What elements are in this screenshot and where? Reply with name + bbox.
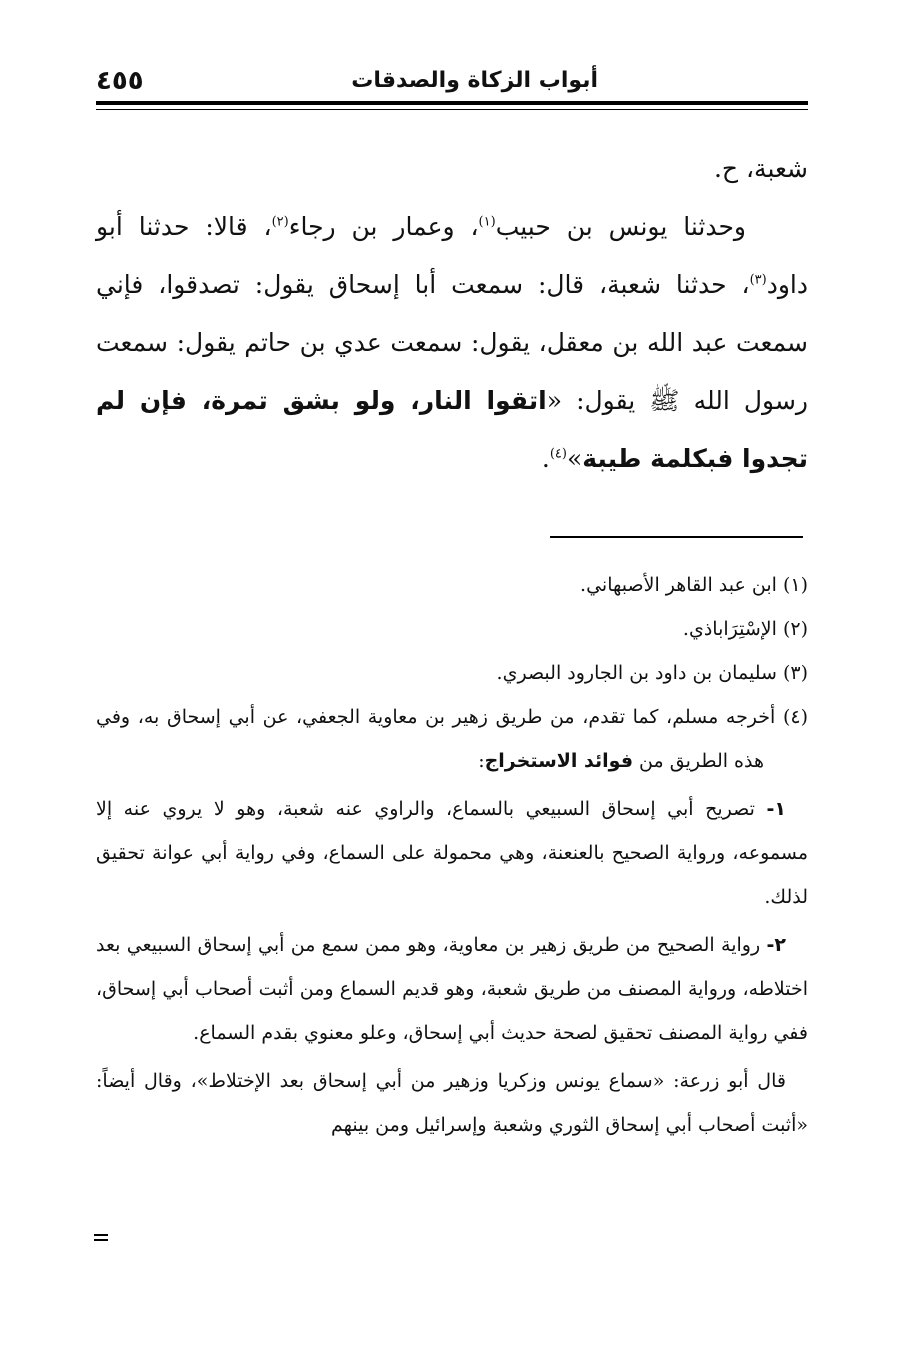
page-number: ٤٥٥ <box>96 66 144 96</box>
benefit-item-1 <box>96 787 808 919</box>
footnote-1: (١) ابن عبد القاهر الأصبهاني. <box>580 574 808 596</box>
header-rule-thin <box>96 109 808 110</box>
text-run: وحدثنا يونس بن حبيب <box>495 212 746 241</box>
footnote-ref: (٤) <box>549 446 567 462</box>
item-number: ٢- <box>766 934 786 956</box>
text-line: شعبة، ح. <box>713 154 808 183</box>
text-run: (٤) أخرجه مسلم، كما تقدم، من طريق زهير بن معاوية الجعفي، عن أبي إسحاق به، وفي هذه الطريق من <box>96 706 808 772</box>
footnote-separator <box>550 536 803 538</box>
text-run: رواية الصحيح من طريق زهير بن معاوية، وهو ممن سمع من أبي إسحاق السبيعي بعد اختلاطه، ورواية المصنف من طريق شعبة، وهو قديم السماع ومن أثبت أصحاب أبي إسحاق، ففي رواية المصنف تحقيق لصحة حديث أبي إسحاق، وعلو معنوي بقدم السماع. <box>96 934 808 1044</box>
footnote-ref: (١) <box>478 214 496 230</box>
hadith-text: اتقوا النار، ولو بشق تمرة، فإن لم تجدوا فبكلمة طيبة <box>96 386 808 473</box>
footnote-ref: (٣) <box>749 272 767 288</box>
footnotes <box>96 563 808 1147</box>
text-run: » <box>566 444 583 473</box>
text-run: ، حدثنا شعبة، قال: سمعت أبا إسحاق يقول: تصدقوا، فإني سمعت عبد الله بن معقل، يقول: سمعت عدي بن حاتم يقول: سمعت رسول الله ﷺ يقول: « <box>96 270 808 415</box>
item-number: ١- <box>766 798 786 820</box>
text-run: ، وعمار بن رجاء <box>288 212 479 241</box>
footnote-ref: (٢) <box>271 214 289 230</box>
quote-paragraph: قال أبو زرعة: «سماع يونس وزكريا وزهير من أبي إسحاق بعد الإختلاط»، وقال أيضاً: «أثبت أصحاب أبي إسحاق الثوري وشعبة وإسرائيل ومن بينهم <box>96 1070 808 1136</box>
hadith-paragraph <box>96 198 808 488</box>
benefit-item-2 <box>96 923 808 1055</box>
text-run: تصريح أبي إسحاق السبيعي بالسماع، والراوي عنه شعبة، وهو لا يروي عنه إلا مسموعه، ورواية الصحيح بالعنعنة، وهي محمولة على السماع، وفي رواية أبي عوانة تحقيق لذلك. <box>96 798 808 908</box>
continuation-mark <box>94 1234 108 1236</box>
main-text <box>96 140 808 488</box>
bold-phrase: فوائد الاستخراج <box>484 750 634 772</box>
continuation-mark <box>94 1239 108 1241</box>
footnote-4 <box>96 695 808 783</box>
running-header <box>96 62 808 100</box>
footnote-3: (٣) سليمان بن داود بن الجارود البصري. <box>496 662 808 684</box>
text-run: ، قالا: حدثنا أبو داود <box>96 212 808 299</box>
footnote-2: (٢) الإسْتِرَاباذي. <box>682 618 808 640</box>
text-run: . <box>541 444 550 473</box>
text-run: : <box>478 750 485 772</box>
chapter-title: أبواب الزكاة والصدقات <box>351 68 598 93</box>
header-rule-thick <box>96 101 808 105</box>
